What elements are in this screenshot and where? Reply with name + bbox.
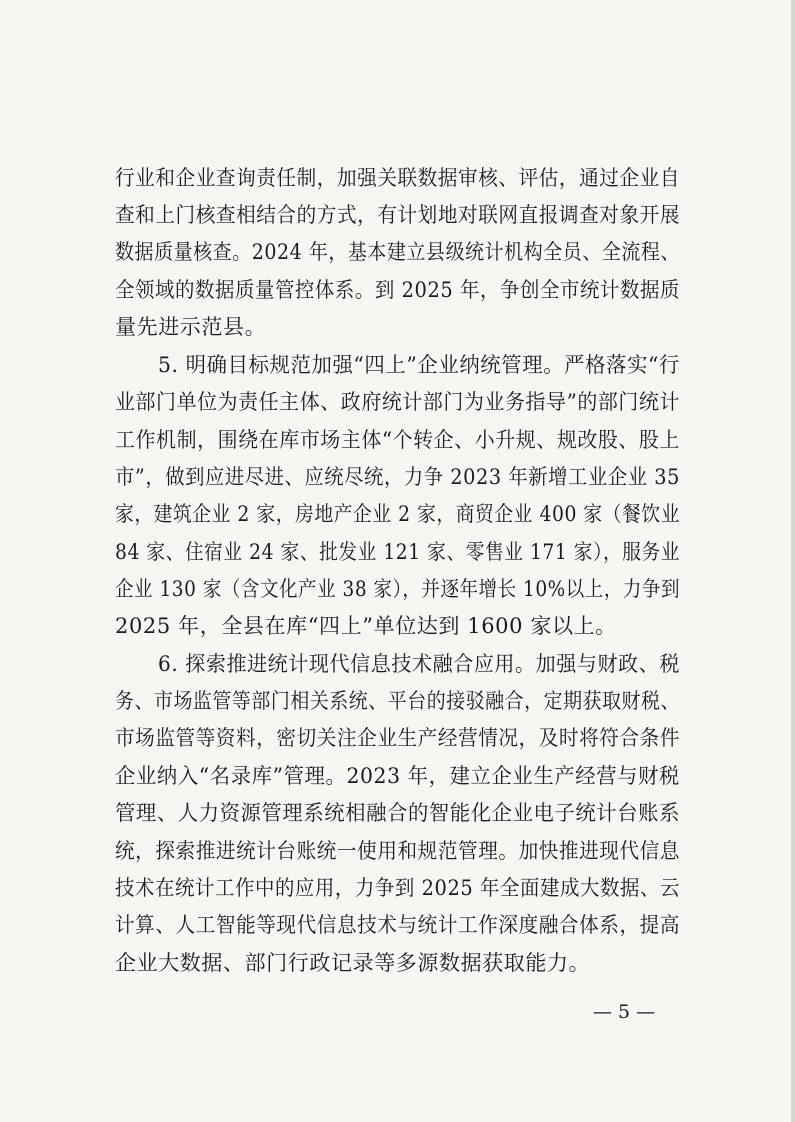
text-line-content: 5. 明确目标规范加强“四上”企业纳统管理。严格落实“行 — [158, 353, 681, 377]
scan-edge — [791, 0, 795, 1122]
text-line-content: 计算、人工智能等现代信息技术与统计工作深度融合体系，提高 — [115, 913, 681, 937]
text-line-content: 84 家、住宿业 24 家、批发业 121 家、零售业 171 家），服务业 — [115, 540, 681, 564]
text-line-content: 2025 年，全县在库“四上”单位达到 1600 家以上。 — [115, 614, 617, 638]
text-line-content: 企业纳入“名录库”管理。2023 年，建立企业生产经营与财税 — [115, 764, 680, 788]
text-line-content: 企业 130 家（含文化产业 38 家），并逐年增长 10%以上，力争到 — [115, 577, 681, 601]
text-line-content: 市场监管等资料，密切关注企业生产经营情况，及时将符合条件 — [115, 726, 681, 750]
page-number: — 5 — — [593, 1001, 656, 1023]
text-line-content: 查和上门核查相结合的方式，有计划地对联网直报调查对象开展 — [115, 203, 681, 227]
text-line-content: 6. 探索推进统计现代信息技术融合应用。加强与财政、税 — [158, 652, 680, 676]
text-line-content: 数据质量核查。2024 年，基本建立县级统计机构全员、全流程、 — [115, 240, 680, 264]
text-line-content: 企业大数据、部门行政记录等多源数据获取能力。 — [115, 951, 591, 975]
text-line-content: 统，探索推进统计台账统一使用和规范管理。加快推进现代信息 — [115, 839, 681, 863]
text-line-content: 市”，做到应进尽进、应统尽统，力争 2023 年新增工业企业 35 — [115, 465, 681, 489]
text-line-content: 技术在统计工作中的应用，力争到 2025 年全面建成大数据、云 — [115, 876, 680, 900]
text-line-content: 务、市场监管等部门相关系统、平台的接驳融合，定期获取财税、 — [115, 689, 681, 713]
text-line-content: 量先进示范县。 — [115, 315, 267, 339]
text-line-content: 业部门单位为责任主体、政府统计部门为业务指导”的部门统计 — [115, 390, 680, 414]
text-line-content: 工作机制，围绕在库市场主体“个转企、小升规、规改股、股上 — [115, 428, 680, 452]
text-line-content: 管理、人力资源管理系统相融合的智能化企业电子统计台账系 — [115, 801, 681, 825]
text-line-content: 全领域的数据质量管控体系。到 2025 年，争创全市统计数据质 — [115, 278, 680, 302]
text-line-content: 行业和企业查询责任制，加强关联数据审核、评估，通过企业自 — [115, 166, 681, 190]
text-line-content: 家，建筑企业 2 家，房地产企业 2 家，商贸企业 400 家（餐饮业 — [115, 502, 681, 526]
